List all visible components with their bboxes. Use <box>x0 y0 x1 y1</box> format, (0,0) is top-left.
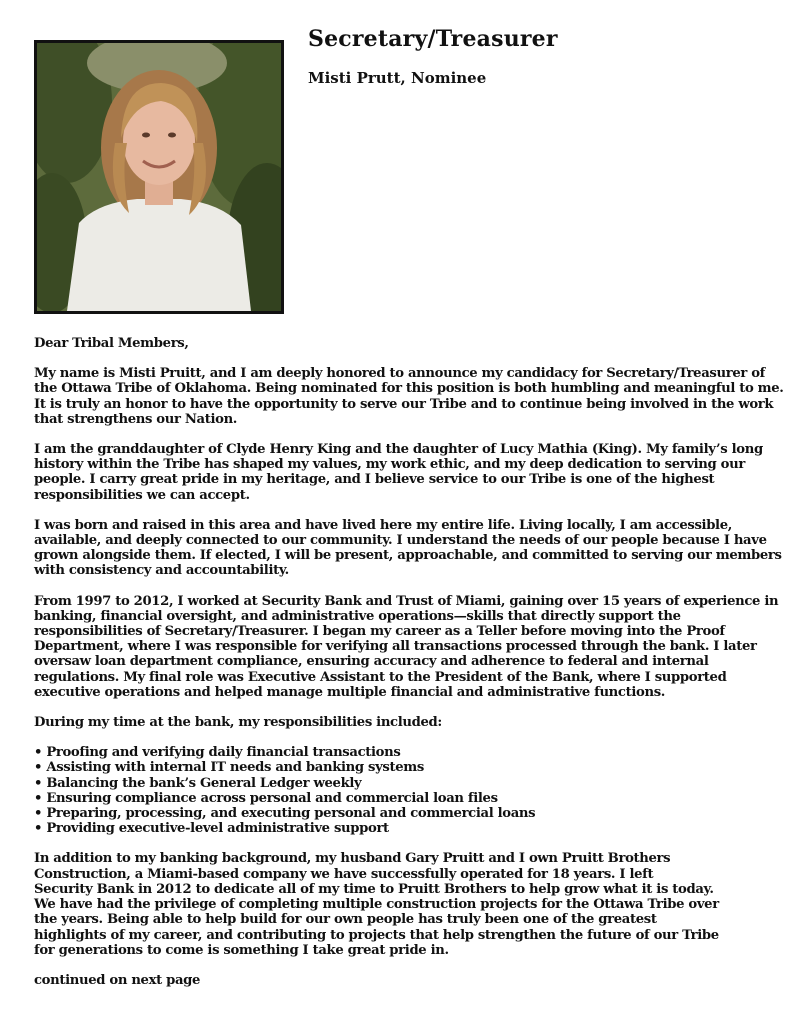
text-line: responsibilities we can accept. <box>34 487 250 503</box>
text-line: We have had the privilege of completing multiple construction projects for the Ottawa Tribe over <box>34 897 719 913</box>
text-line: Security Bank in 2012 to dedicate all of my time to Pruitt Brothers to help grow what it is today. <box>34 881 714 897</box>
portrait-photo <box>34 40 284 314</box>
text-line: oversaw loan department compliance, ensuring accuracy and adherence to federal and internal <box>34 654 709 670</box>
paragraph-family <box>34 442 764 503</box>
text-line: It is truly an honor to have the opportunity to serve our Tribe and to continue being involved in the work <box>34 396 774 412</box>
list-item: • Proofing and verifying daily financial transactions <box>34 745 401 761</box>
text-line: regulations. My final role was Executive Assistant to the President of the Bank, where I supported <box>34 669 727 685</box>
text-line: Construction, a Miami-based company we have successfully operated for 18 years. I left <box>34 866 654 882</box>
nominee-name: Misti Prutt, Nominee <box>308 69 487 87</box>
letter-body <box>34 336 784 1003</box>
text-line: the Ottawa Tribe of Oklahoma. Being nominated for this position is both humbling and meaningful to me. <box>34 381 784 397</box>
list-item: • Ensuring compliance across personal and commercial loan files <box>34 790 498 806</box>
list-item: • Assisting with internal IT needs and banking systems <box>34 760 424 776</box>
salutation: Dear Tribal Members, <box>34 336 189 351</box>
responsibilities-list <box>34 745 764 836</box>
text-line: people. I carry great pride in my heritage, and I believe service to our Tribe is one of the highest <box>34 472 715 488</box>
text-line: with consistency and accountability. <box>34 563 289 579</box>
paragraph-construction <box>34 851 764 957</box>
paragraph-intro <box>34 366 784 427</box>
paragraph-banking <box>34 593 779 700</box>
text-line: Department, where I was responsible for verifying all transactions processed through the bank. I later <box>34 639 757 655</box>
text-line: history within the Tribe has shaped my values, my work ethic, and my deep dedication to serving our <box>34 457 745 473</box>
text-line: From 1997 to 2012, I worked at Security Bank and Trust of Miami, gaining over 15 years of experience in <box>34 593 779 609</box>
text-line: grown alongside them. If elected, I will be present, approachable, and committed to serving our members <box>34 548 782 564</box>
text-line: for generations to come is something I take great pride in. <box>34 942 449 958</box>
continued-note: continued on next page <box>34 972 201 988</box>
text-line: In addition to my banking background, my husband Gary Pruitt and I own Pruitt Brothers <box>34 851 671 867</box>
page-title: Secretary/Treasurer <box>308 26 558 52</box>
text-line: banking, financial oversight, and administrative operations—skills that directly support the <box>34 608 681 624</box>
text-line: highlights of my career, and contributing to projects that help strengthen the future of our Tribe <box>34 927 719 943</box>
paragraph-local <box>34 517 782 579</box>
text-line: available, and deeply connected to our community. I understand the needs of our people because I have <box>34 533 767 549</box>
text-line: responsibilities of Secretary/Treasurer. I began my career as a Teller before moving into the Proof <box>34 624 725 640</box>
text-line: I was born and raised in this area and have lived here my entire life. Living locally, I am accessible, <box>34 517 733 533</box>
text-line: I am the granddaughter of Clyde Henry King and the daughter of Lucy Mathia (King). My family’s long <box>34 442 763 458</box>
text-line: executive operations and helped manage multiple financial and administrative functions. <box>34 684 666 700</box>
paragraph-responsibilities-intro: During my time at the bank, my responsibilities included: <box>34 715 442 731</box>
text-line: My name is Misti Pruitt, and I am deeply honored to announce my candidacy for Secretary/Treasurer of <box>34 366 765 382</box>
list-item: • Providing executive-level administrative support <box>34 821 389 837</box>
list-item: • Preparing, processing, and executing personal and commercial loans <box>34 806 536 822</box>
portrait-illustration <box>37 43 281 311</box>
text-line: that strengthens our Nation. <box>34 411 238 427</box>
list-item: • Balancing the bank’s General Ledger weekly <box>34 775 362 791</box>
text-line: the years. Being able to help build for our own people has truly been one of the greatest <box>34 912 657 928</box>
